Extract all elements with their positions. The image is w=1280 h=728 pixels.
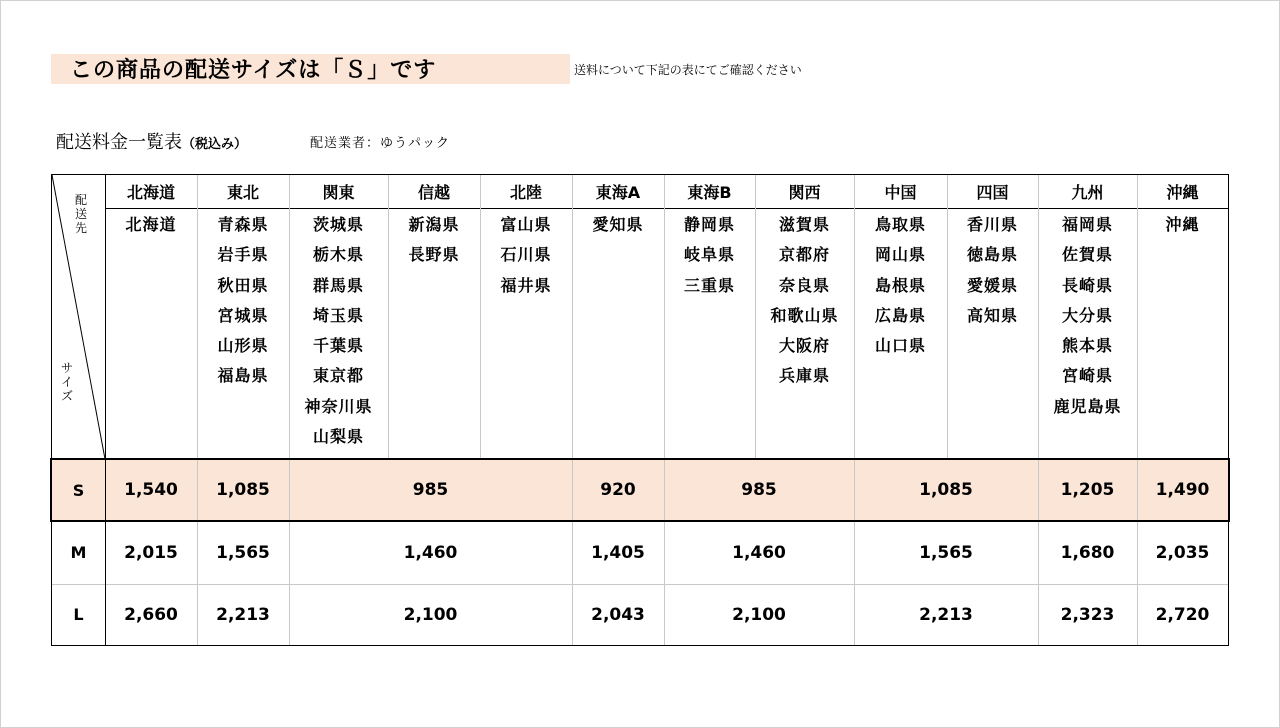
region-header: 四国 (976, 183, 1009, 202)
price-cell: 2,323 (1060, 604, 1115, 625)
table-title-main: 配送料金一覧表 (56, 132, 182, 153)
corner-label-char: 先 (74, 221, 87, 235)
prefecture-name: 千葉県 (312, 336, 364, 356)
prefecture-name: 和歌山県 (770, 305, 839, 325)
prefecture-name: 青森県 (217, 215, 269, 234)
corner-label-size (60, 361, 74, 403)
region-header: 東海B (687, 183, 732, 202)
corner-label-char: ズ (60, 389, 73, 403)
price-cell: 2,100 (403, 604, 458, 625)
region-header: 北陸 (509, 183, 542, 202)
prefecture-name: 滋賀県 (778, 215, 830, 234)
prefecture-list (480, 210, 572, 301)
price-cell: 920 (600, 480, 636, 500)
prefecture-name: 岩手県 (217, 245, 269, 265)
corner-label-char: 送 (74, 207, 87, 221)
prefecture-name: 茨城県 (312, 215, 364, 234)
prefecture-name: 広島県 (874, 305, 926, 325)
prefecture-name: 兵庫県 (778, 366, 830, 386)
prefecture-name: 徳島県 (966, 245, 1018, 265)
prefecture-name: 秋田県 (217, 275, 269, 295)
size-label: S (72, 480, 85, 500)
corner-label-char: 配 (74, 193, 87, 207)
price-cell: 1,405 (591, 542, 645, 563)
corner-label-char: サ (60, 361, 73, 375)
region-header: 北海道 (126, 183, 175, 202)
prefecture-name: 群馬県 (312, 275, 364, 295)
prefecture-name: 鳥取県 (874, 215, 926, 234)
price-cell: 1,540 (124, 480, 178, 500)
price-cell: 1,085 (919, 480, 973, 500)
price-cell: 1,460 (732, 542, 786, 563)
price-cell: 1,490 (1155, 480, 1210, 500)
price-cell: 2,213 (919, 604, 973, 625)
price-cell: 985 (412, 480, 449, 500)
region-header: 東海A (595, 183, 641, 202)
prefecture-list (388, 210, 480, 271)
prefecture-name: 山口県 (874, 336, 926, 356)
prefecture-name: 山梨県 (312, 427, 364, 447)
prefecture-name: 愛知県 (592, 215, 644, 234)
shipping-rate-table (51, 174, 1229, 646)
size-label: L (73, 605, 84, 624)
table-title (56, 131, 247, 157)
region-header: 九州 (1071, 183, 1104, 202)
prefecture-name: 宮城県 (217, 305, 269, 325)
table-title-tax-note: （税込み） (182, 137, 248, 152)
prefecture-name: 佐賀県 (1061, 245, 1113, 265)
prefecture-name: 高知県 (966, 305, 1018, 325)
prefecture-name: 石川県 (500, 245, 552, 265)
region-header: 信越 (417, 183, 450, 202)
carrier-label: 配送業者：ゆうパック (310, 136, 451, 151)
prefecture-name: 静岡県 (683, 215, 735, 234)
prefecture-list (105, 210, 197, 240)
prefecture-list (197, 210, 289, 392)
price-cell: 2,035 (1155, 542, 1210, 563)
prefecture-name: 熊本県 (1061, 336, 1113, 356)
size-label: M (70, 543, 87, 562)
prefecture-name: 奈良県 (778, 275, 830, 295)
prefecture-name: 大阪府 (778, 336, 830, 356)
prefecture-name: 福井県 (500, 275, 552, 295)
region-header: 中国 (884, 183, 917, 202)
prefecture-name: 大分県 (1061, 305, 1113, 325)
prefecture-name: 東京都 (312, 366, 364, 386)
price-cell: 1,205 (1060, 480, 1115, 500)
prefecture-name: 宮崎県 (1061, 366, 1113, 386)
prefecture-name: 長崎県 (1061, 275, 1113, 295)
prefecture-list (1038, 210, 1137, 422)
prefecture-list (289, 210, 388, 452)
table-row-divider (105, 208, 1228, 209)
price-cell: 2,043 (591, 604, 645, 625)
size-banner-headline: この商品の配送サイズは「Ｓ」です (70, 58, 437, 83)
prefecture-name: 福島県 (217, 366, 269, 386)
corner-label-char: イ (60, 375, 73, 389)
price-cell: 1,565 (919, 542, 973, 563)
price-cell: 2,100 (732, 604, 786, 625)
region-header: 沖縄 (1166, 183, 1199, 202)
price-cell: 1,460 (403, 542, 458, 563)
prefecture-list (572, 210, 664, 240)
price-cell: 985 (741, 480, 777, 500)
prefecture-name: 沖縄 (1165, 215, 1200, 234)
price-cell: 1,085 (216, 480, 270, 500)
prefecture-name: 長野県 (408, 245, 460, 265)
region-header: 関東 (322, 183, 355, 202)
prefecture-name: 岡山県 (874, 245, 926, 265)
size-banner-note: 送料について下記の表にてご確認ください (574, 63, 802, 77)
prefecture-list (1137, 210, 1228, 240)
prefecture-name: 愛媛県 (966, 275, 1018, 295)
prefecture-name: 埼玉県 (312, 305, 364, 325)
prefecture-list (755, 210, 854, 392)
prefecture-name: 新潟県 (408, 215, 460, 234)
corner-label-destination (74, 193, 88, 235)
prefecture-name: 香川県 (966, 215, 1018, 234)
price-cell: 1,680 (1060, 542, 1115, 563)
prefecture-name: 栃木県 (312, 245, 364, 265)
prefecture-name: 島根県 (874, 275, 926, 295)
prefecture-name: 京都府 (778, 245, 830, 265)
prefecture-name: 福岡県 (1061, 215, 1113, 234)
price-cell: 1,565 (216, 542, 270, 563)
price-cell: 2,720 (1155, 604, 1210, 625)
region-header: 関西 (788, 183, 821, 202)
prefecture-name: 神奈川県 (304, 396, 373, 416)
price-cell: 2,213 (216, 604, 270, 625)
price-cell: 2,660 (124, 604, 178, 625)
prefecture-list (947, 210, 1038, 331)
prefecture-name: 富山県 (500, 215, 552, 234)
prefecture-name: 三重県 (683, 275, 735, 295)
prefecture-name: 北海道 (125, 215, 177, 234)
price-cell: 2,015 (124, 542, 178, 563)
prefecture-list (664, 210, 755, 301)
prefecture-name: 鹿児島県 (1053, 396, 1122, 416)
prefecture-list (854, 210, 947, 361)
region-header: 東北 (226, 183, 259, 202)
highlighted-row-border (50, 458, 1230, 522)
prefecture-name: 岐阜県 (683, 245, 735, 265)
prefecture-name: 山形県 (217, 336, 269, 356)
